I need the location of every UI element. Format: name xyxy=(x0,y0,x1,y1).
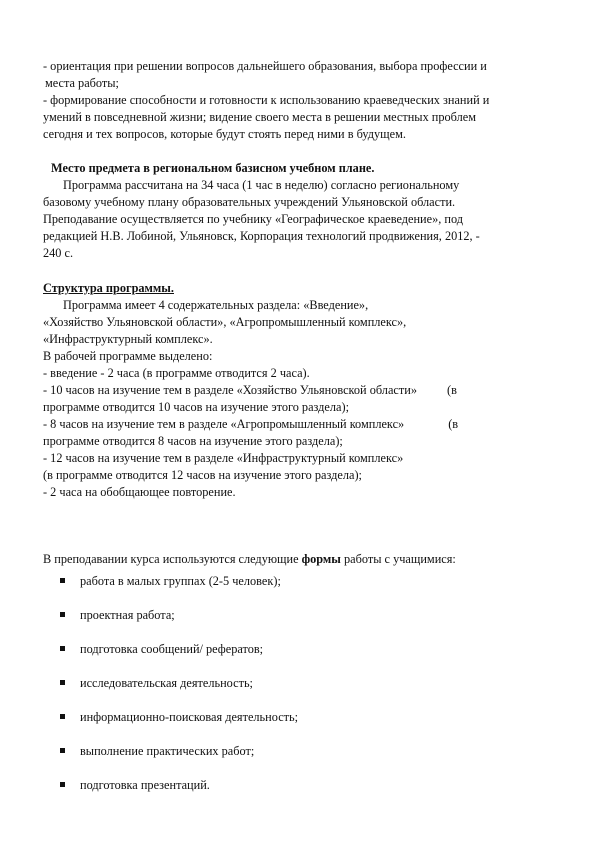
bullet-square-icon xyxy=(60,680,65,685)
structure-line: Программа имеет 4 содержательных раздела: «Введение», xyxy=(63,298,369,312)
forms-list xyxy=(60,573,298,811)
list-item xyxy=(60,675,298,709)
list-item-text: информационно-поисковая деятельность; xyxy=(80,710,299,724)
bullet-square-icon xyxy=(60,782,65,787)
forms-lead-line xyxy=(43,551,456,568)
list-item xyxy=(60,777,298,811)
forms-lead xyxy=(43,551,456,568)
intro-line: - ориентация при решении вопросов дальнейшего образования, выбора профессии и xyxy=(43,59,487,73)
list-item-text: выполнение практических работ; xyxy=(80,744,255,758)
structure-section xyxy=(43,280,458,501)
structure-line: - 12 часов на изучение тем в разделе «Инфраструктурный комплекс» xyxy=(43,451,404,465)
intro-paragraph xyxy=(43,58,489,143)
intro-line: - формирование способности и готовности к использованию краеведческих знаний и xyxy=(43,93,490,107)
place-line: 240 с. xyxy=(43,246,74,260)
list-item-text: проектная работа; xyxy=(80,608,175,622)
structure-line-text: - 10 часов на изучение тем в разделе «Хозяйство Ульяновской области» xyxy=(43,383,417,397)
structure-heading: Структура программы. xyxy=(43,281,174,295)
forms-lead-emph: формы xyxy=(301,552,341,566)
list-item-text: подготовка сообщений/ рефератов; xyxy=(80,642,264,656)
list-item xyxy=(60,573,298,607)
intro-line: места работы; xyxy=(45,76,119,90)
bullet-square-icon xyxy=(60,578,65,583)
place-line: Преподавание осуществляется по учебнику «Географическое краеведение», под xyxy=(43,212,464,226)
bullet-square-icon xyxy=(60,646,65,651)
intro-line: умений в повседневной жизни; видение своего места в решении местных проблем xyxy=(43,110,476,124)
structure-line: (в программе отводится 12 часов на изучение этого раздела); xyxy=(43,468,362,482)
list-item xyxy=(60,709,298,743)
structure-line: - 2 часа на обобщающее повторение. xyxy=(43,485,236,499)
list-item-text: исследовательская деятельность; xyxy=(80,676,253,690)
structure-line: - введение - 2 часа (в программе отводится 2 часа). xyxy=(43,366,310,380)
structure-line: В рабочей программе выделено: xyxy=(43,349,213,363)
structure-line: «Инфраструктурный комплекс». xyxy=(43,332,213,346)
structure-line: программе отводится 8 часов на изучение этого раздела); xyxy=(43,434,343,448)
structure-line-tail: (в xyxy=(448,417,459,431)
place-line: базовому учебному плану образовательных учреждений Ульяновской области. xyxy=(43,195,456,209)
list-item xyxy=(60,607,298,641)
forms-lead-before: В преподавании курса используются следующие xyxy=(43,552,302,566)
structure-line: программе отводится 10 часов на изучение этого раздела); xyxy=(43,400,349,414)
list-item-text: подготовка презентаций. xyxy=(80,778,210,792)
place-line: Программа рассчитана на 34 часа (1 час в неделю) согласно региональному xyxy=(63,178,460,192)
list-item xyxy=(60,743,298,777)
bullet-square-icon xyxy=(60,612,65,617)
place-heading: Место предмета в региональном базисном учебном плане. xyxy=(51,161,375,175)
forms-lead-after: работы с учащимися: xyxy=(340,552,456,566)
structure-line xyxy=(43,382,458,399)
structure-line-text: - 8 часов на изучение тем в разделе «Агропромышленный комплекс» xyxy=(43,417,405,431)
place-line: редакцией Н.В. Лобиной, Ульяновск, Корпорация технологий продвижения, 2012, - xyxy=(43,229,480,243)
bullet-square-icon xyxy=(60,714,65,719)
list-item xyxy=(60,641,298,675)
list-item-text: работа в малых группах (2-5 человек); xyxy=(80,574,281,588)
intro-line: сегодня и тех вопросов, которые будут стоять перед ними в будущем. xyxy=(43,127,406,141)
structure-line-tail: (в xyxy=(446,383,457,397)
bullet-square-icon xyxy=(60,748,65,753)
place-section xyxy=(43,160,480,262)
structure-line xyxy=(43,416,458,433)
structure-line: «Хозяйство Ульяновской области», «Агропромышленный комплекс», xyxy=(43,315,407,329)
